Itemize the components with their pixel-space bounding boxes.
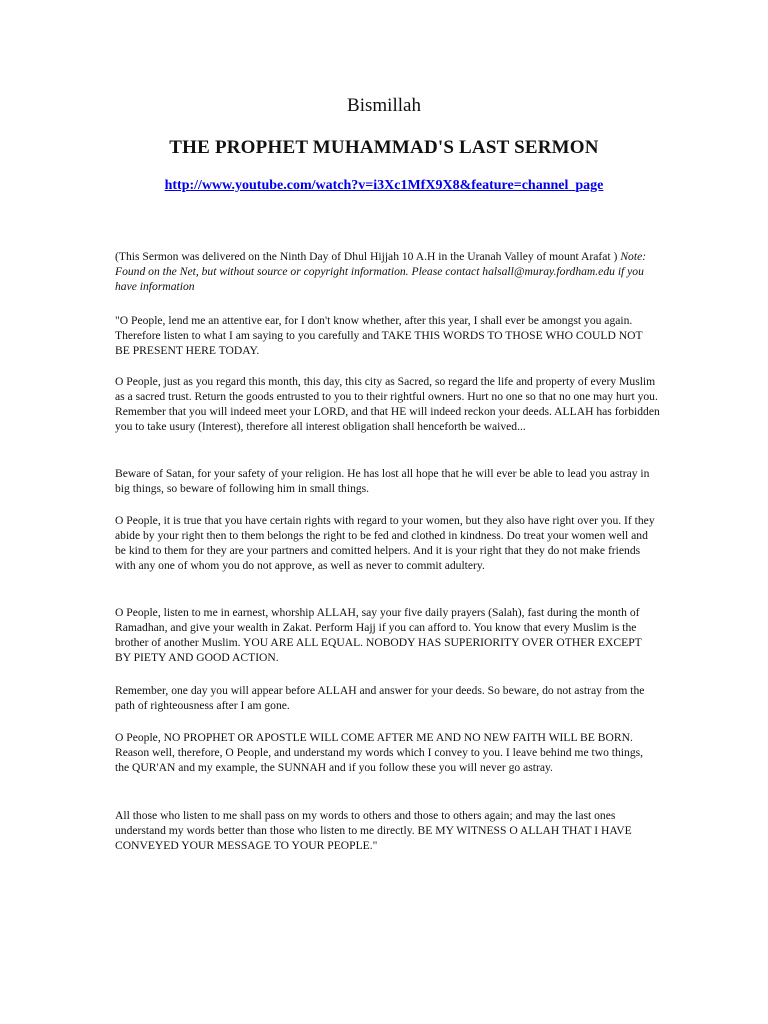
sermon-paragraph-2: O People, just as you regard this month, this day, this city as Sacred, so regard the life and property of every Muslim as a sacred trust. Return the goods entrusted to you to their rightful owners. Hurt no one so that no one may hurt you. Remember that you will indeed meet your LORD, and that HE will indeed reckon your deeds. ALLAH has forbidden you to take usury (Interest), therefore all interest obligation shall henceforth be waived... bbox=[115, 375, 660, 433]
sermon-paragraph-8: All those who listen to me shall pass on my words to others and those to others again; and may the last ones understand my words better than those who listen to me directly. BE MY WITNESS O ALLAH THAT I HAVE CONVEYED YOUR MESSAGE TO YOUR PEOPLE." bbox=[115, 809, 632, 852]
source-note: Note: Found on the Net, but without source or copyright information. Please contact halsall@muray.fordham.edu if you have information bbox=[115, 250, 647, 293]
youtube-link[interactable]: http://www.youtube.com/watch?v=i3Xc1MfX9X8&feature=channel_page bbox=[164, 178, 604, 193]
sermon-paragraph-3: Beware of Satan, for your safety of your religion. He has lost all hope that he will ever be able to lead you astray in big things, so beware of following him in small things. bbox=[115, 467, 650, 495]
intro-text: (This Sermon was delivered on the Ninth Day of Dhul Hijjah 10 A.H in the Uranah Valley of mount Arafat ) bbox=[115, 250, 618, 263]
bismillah-heading: Bismillah bbox=[347, 95, 421, 116]
sermon-paragraph-4: O People, it is true that you have certain rights with regard to your women, but they also have right over you. If they abide by your right then to them belongs the right to be fed and clothed in kindness. Do treat your women well and be kind to them for they are your partners and comitted helpers. And it is your right that they do not make friends with any one of whom you do not approve, as well as never to commit adultery. bbox=[115, 514, 655, 572]
intro-paragraph bbox=[115, 249, 660, 294]
sermon-paragraph-1: "O People, lend me an attentive ear, for I don't know whether, after this year, I shall ever be amongst you again. Therefore listen to what I am saying to you carefully and TAKE THIS WORDS TO THOSE WHO COULD NOT BE PRESENT HERE TODAY. bbox=[115, 314, 643, 357]
sermon-paragraph-7: O People, NO PROPHET OR APOSTLE WILL COME AFTER ME AND NO NEW FAITH WILL BE BORN. Reason well, therefore, O People, and understand my words which I convey to you. I leave behind me two things, the QUR'AN and my example, the SUNNAH and if you follow these you will never go astray. bbox=[115, 731, 644, 774]
sermon-paragraph-6: Remember, one day you will appear before ALLAH and answer for your deeds. So beware, do not astray from the path of righteousness after I am gone. bbox=[115, 684, 645, 712]
sermon-paragraph-5: O People, listen to me in earnest, whorship ALLAH, say your five daily prayers (Salah), fast during the month of Ramadhan, and give your wealth in Zakat. Perform Hajj if you can afford to. You know that every Muslim is the brother of another Muslim. YOU ARE ALL EQUAL. NOBODY HAS SUPERIORITY OVER OTHER EXCEPT BY PIETY AND GOOD ACTION. bbox=[115, 606, 642, 664]
page-title: THE PROPHET MUHAMMAD'S LAST SERMON bbox=[169, 137, 599, 158]
